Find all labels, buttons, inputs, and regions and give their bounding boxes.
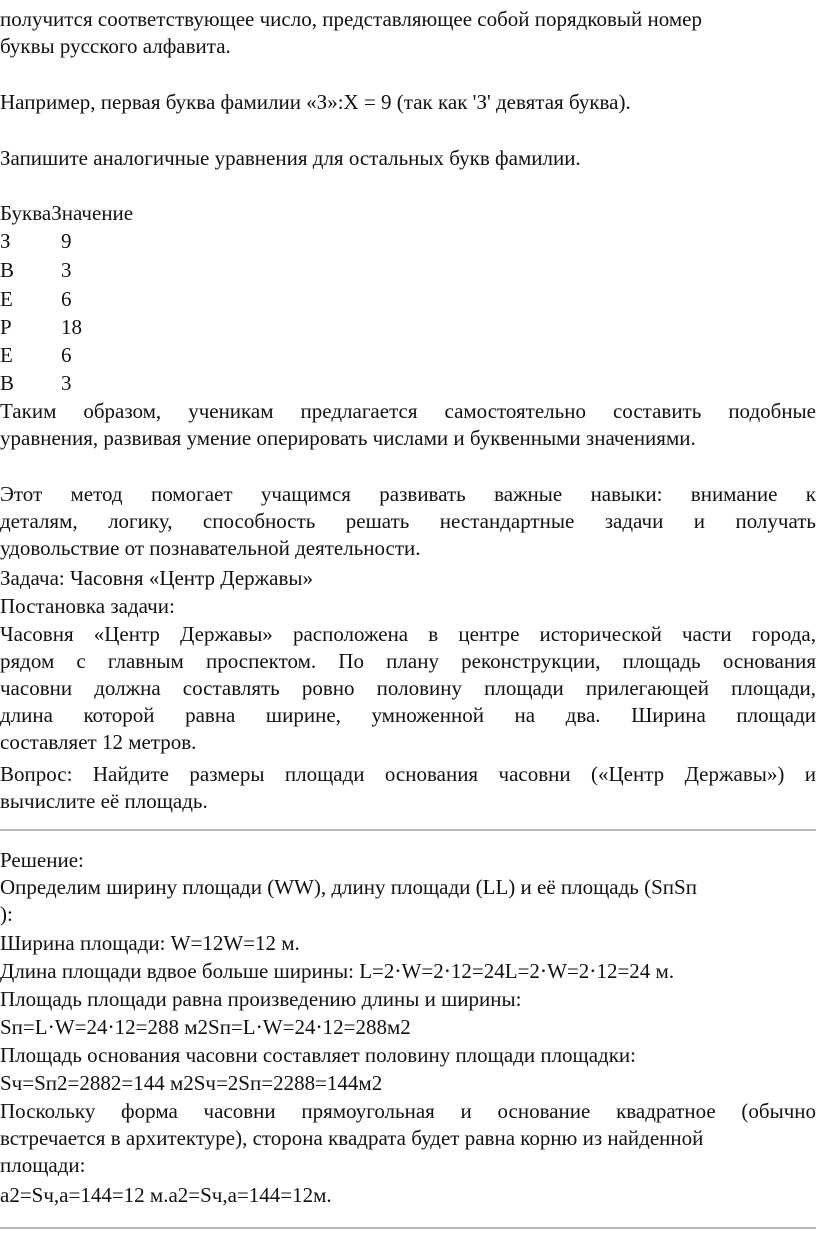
conclusion-line: Таким образом, ученикам предлагается самостоятельно составить подобные xyxy=(0,399,816,423)
table-cell-value: 9 xyxy=(61,229,72,253)
intro-paragraph xyxy=(0,6,816,60)
instruction-paragraph: Запишите аналогичные уравнения для остальных букв фамилии. xyxy=(0,146,581,170)
solution-square-line: Поскольку форма часовни прямоугольная и основание квадратное (обычно xyxy=(0,1099,816,1123)
intro-line: получится соответствующее число, представляющее собой порядковый номер xyxy=(0,7,702,31)
conclusion-paragraph xyxy=(0,398,816,452)
table-cell-letter: Е xyxy=(0,287,13,311)
task-title: Задача: Часовня «Центр Державы» xyxy=(0,566,313,590)
table-cell-value: 6 xyxy=(61,343,72,367)
method-line: Этот метод помогает учащимся развивать важные навыки: внимание к xyxy=(0,482,816,506)
table-cell-letter: В xyxy=(0,371,15,395)
solution-side-formula: a2=Sч,a=144=12 м.a2=Sч,a=144=12м. xyxy=(0,1183,332,1207)
task-body-line: длина которой равна ширине, умноженной на два. Ширина площади xyxy=(0,703,816,727)
solution-length: Длина площади вдвое больше ширины: L=2⋅W=2⋅12=24L=2⋅W=2⋅12=24 м. xyxy=(0,959,675,983)
table-cell-letter: Е xyxy=(0,343,13,367)
task-question-paragraph xyxy=(0,761,816,815)
task-body-line: рядом с главным проспектом. По плану реконструкции, площадь основания xyxy=(0,649,816,673)
table-cell-letter: В xyxy=(0,258,15,282)
table-cell-value: 3 xyxy=(61,258,72,282)
task-body-line: часовни должна составлять ровно половину площади прилегающей площади, xyxy=(0,676,816,700)
table-cell-value: 6 xyxy=(61,287,72,311)
solution-area-formula: Sп=L⋅W=24⋅12=288 м2Sп=L⋅W=24⋅12=288м2 xyxy=(0,1015,411,1039)
solution-square-line: площади: xyxy=(0,1153,86,1177)
solution-base-label: Площадь основания часовни составляет половину площади площадки: xyxy=(0,1043,636,1067)
method-line: удовольствие от познавательной деятельности. xyxy=(0,536,421,560)
task-body-paragraph xyxy=(0,621,816,756)
divider xyxy=(0,829,816,831)
task-body-line: составляет 12 метров. xyxy=(0,730,197,754)
solution-square-line: встречается в архитектуре), сторона квадрата будет равна корню из найденной xyxy=(0,1126,704,1150)
task-question-line: Вопрос: Найдите размеры площади основания часовни («Центр Державы») и xyxy=(0,762,816,786)
method-line: деталям, логику, способность решать нестандартные задачи и получать xyxy=(0,509,816,533)
solution-define-line: Определим ширину площади (WW), длину площади (LL) и её площадь (SпSп xyxy=(0,875,697,899)
solution-base-formula: Sч=Sп2=2882=144 м2Sч=2Sп=2288=144м2 xyxy=(0,1071,383,1095)
task-setup-label: Постановка задачи: xyxy=(0,594,175,618)
task-body-line: Часовня «Центр Державы» расположена в центре исторической части города, xyxy=(0,622,816,646)
example-paragraph: Например, первая буква фамилии «З»:X = 9 (так как 'З' девятая буква). xyxy=(0,90,631,114)
task-question-line: вычислите её площадь. xyxy=(0,789,208,813)
solution-define-paragraph xyxy=(0,874,816,928)
table-header: БукваЗначение xyxy=(0,201,134,225)
intro-line: буквы русского алфавита. xyxy=(0,34,231,58)
solution-define-line: ): xyxy=(0,902,13,926)
table-cell-value: 3 xyxy=(61,371,72,395)
solution-square-paragraph xyxy=(0,1098,816,1179)
method-paragraph xyxy=(0,481,816,562)
solution-width: Ширина площади: W=12W=12 м. xyxy=(0,931,300,955)
table-cell-value: 18 xyxy=(61,315,82,339)
conclusion-line: уравнения, развивая умение оперировать числами и буквенными значениями. xyxy=(0,426,696,450)
table-cell-letter: З xyxy=(0,229,11,253)
divider xyxy=(0,1227,816,1229)
table-cell-letter: Р xyxy=(0,315,12,339)
solution-area-label: Площадь площади равна произведению длины и ширины: xyxy=(0,987,522,1011)
solution-title: Решение: xyxy=(0,848,84,872)
